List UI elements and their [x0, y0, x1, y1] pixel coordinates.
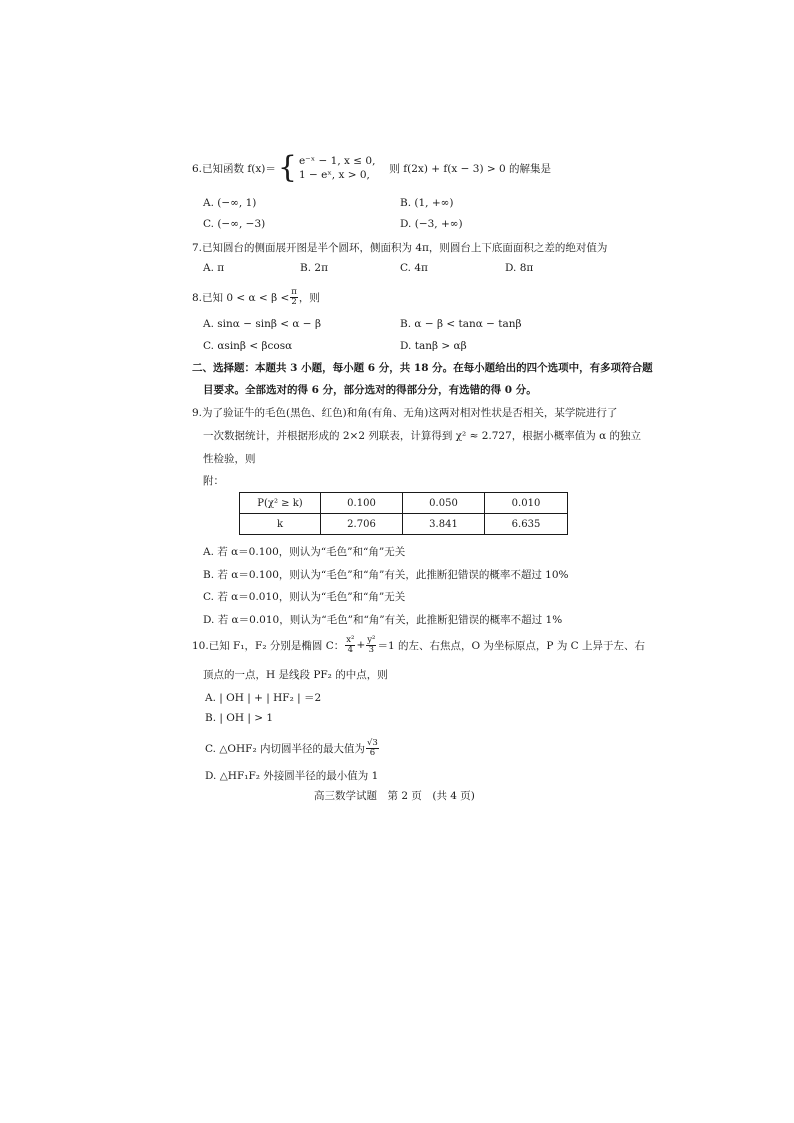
q10-option-c-text: C. △OHF₂ 内切圆半径的最大值为	[205, 742, 366, 755]
section-2-heading: 二、选择题：本题共 3 小题，每小题 6 分，共 18 分。在每小题给出的四个选项中，有多项符合题	[192, 362, 653, 374]
table-cell: 3.841	[403, 514, 485, 535]
page-footer: 高三数学试题 第 2 页 (共 4 页)	[314, 790, 475, 802]
critical-value-table	[239, 492, 568, 535]
q6-prefix: 6.已知函数 f(x)＝	[192, 162, 276, 175]
table-header-cell: k	[240, 514, 321, 535]
fraction-denominator: 6	[369, 747, 376, 758]
q8-option-a[interactable]: A. sinα − sinβ < α − β	[203, 318, 322, 330]
q6-suffix: 则 f(2x) + f(x − 3) > 0 的解集是	[389, 162, 552, 175]
table-cell: 0.100	[321, 493, 403, 514]
q9-option-c[interactable]: C. 若 α＝0.010，则认为“毛色”和“角”无关	[203, 591, 406, 603]
q8-prefix: 8.已知 0 < α < β <	[192, 291, 290, 304]
plus-sign: +	[356, 639, 366, 651]
question-9-line-1: 9.为了验证牛的毛色(黑色、红色)和角(有角、无角)这两对相对性状是否相关，某学院进行了	[192, 407, 618, 419]
q9-option-d[interactable]: D. 若 α＝0.010，则认为“毛色”和“角”有关，此推断犯错误的概率不超过 1%	[203, 614, 563, 626]
q8-option-d[interactable]: D. tanβ > αβ	[400, 340, 467, 352]
question-9-line-3: 性检验，则	[203, 453, 256, 465]
q8-suffix: ，则	[298, 291, 320, 304]
q10-option-b[interactable]: B. | OH | > 1	[205, 712, 274, 724]
question-9-line-2: 一次数据统计，并根据形成的 2×2 列联表，计算得到 χ² ≈ 2.727，根据小概率值为 α 的独立	[203, 430, 642, 442]
table-row	[240, 514, 568, 535]
question-10-stem	[192, 632, 645, 658]
q6-option-b[interactable]: B. (1, +∞)	[400, 197, 454, 209]
table-row	[240, 493, 568, 514]
q9-option-b[interactable]: B. 若 α＝0.100，则认为“毛色”和“角”有关，此推断犯错误的概率不超过 10%	[203, 569, 569, 581]
ellipse-x-fraction	[345, 636, 355, 655]
q7-option-a[interactable]: A. π	[203, 262, 225, 274]
fraction-denominator: 3	[368, 644, 375, 655]
q6-option-c[interactable]: C. (−∞, −3)	[203, 218, 266, 230]
piecewise-cases	[299, 154, 375, 182]
q10-prefix: 10.已知 F₁，F₂ 分别是椭圆 C：	[192, 639, 345, 652]
table-cell: 0.050	[403, 493, 485, 514]
q7-option-c[interactable]: C. 4π	[400, 262, 428, 274]
table-cell: 0.010	[485, 493, 568, 514]
q10-option-d[interactable]: D. △HF₁F₂ 外接圆半径的最小值为 1	[205, 770, 379, 782]
q6-case-2: 1 − eˣ, x > 0,	[298, 169, 370, 181]
q10-suffix: ＝1 的左、右焦点，O 为坐标原点，P 为 C 上异于左、右	[377, 639, 646, 652]
table-cell: 6.635	[485, 514, 568, 535]
question-8-stem	[192, 286, 320, 308]
ellipse-y-fraction	[366, 636, 376, 655]
q10-option-a[interactable]: A. | OH | + | HF₂ | ＝2	[205, 692, 322, 704]
question-10-line-2: 顶点的一点，H 是线段 PF₂ 的中点，则	[203, 669, 388, 681]
q6-option-d[interactable]: D. (−3, +∞)	[400, 218, 463, 230]
q9-option-a[interactable]: A. 若 α＝0.100，则认为“毛色”和“角”无关	[203, 546, 406, 558]
table-header-cell: P(χ² ≥ k)	[240, 493, 321, 514]
fraction-denominator: 4	[347, 644, 354, 655]
appendix-label: 附：	[203, 475, 224, 487]
fraction-numerator: y²	[367, 634, 376, 645]
q8-option-c[interactable]: C. αsinβ < βcosα	[203, 340, 293, 352]
fraction-numerator: π	[291, 286, 297, 297]
q7-option-b[interactable]: B. 2π	[300, 262, 328, 274]
q10-option-c[interactable]	[205, 735, 380, 761]
fraction-numerator: √3	[367, 737, 378, 748]
sqrt3-over-6-fraction	[366, 739, 379, 758]
question-7-stem: 7.已知圆台的侧面展开图是半个圆环，侧面积为 4π，则圆台上下底面面积之差的绝对值为	[192, 242, 608, 254]
question-6-stem	[192, 150, 551, 186]
table-cell: 2.706	[321, 514, 403, 535]
q8-option-b[interactable]: B. α − β < tanα − tanβ	[400, 318, 522, 330]
q6-case-1: e⁻ˣ − 1, x ≤ 0,	[298, 155, 376, 167]
section-2-heading-cont: 目要求。全部选对的得 6 分，部分选对的得部分分，有选错的得 0 分。	[203, 384, 537, 396]
fraction-denominator: 2	[291, 296, 297, 307]
fraction-numerator: x²	[346, 634, 355, 645]
pi-over-2-fraction	[290, 288, 298, 307]
q7-option-d[interactable]: D. 8π	[505, 262, 534, 274]
q6-option-a[interactable]: A. (−∞, 1)	[203, 197, 257, 209]
piecewise-brace: {	[277, 150, 297, 185]
